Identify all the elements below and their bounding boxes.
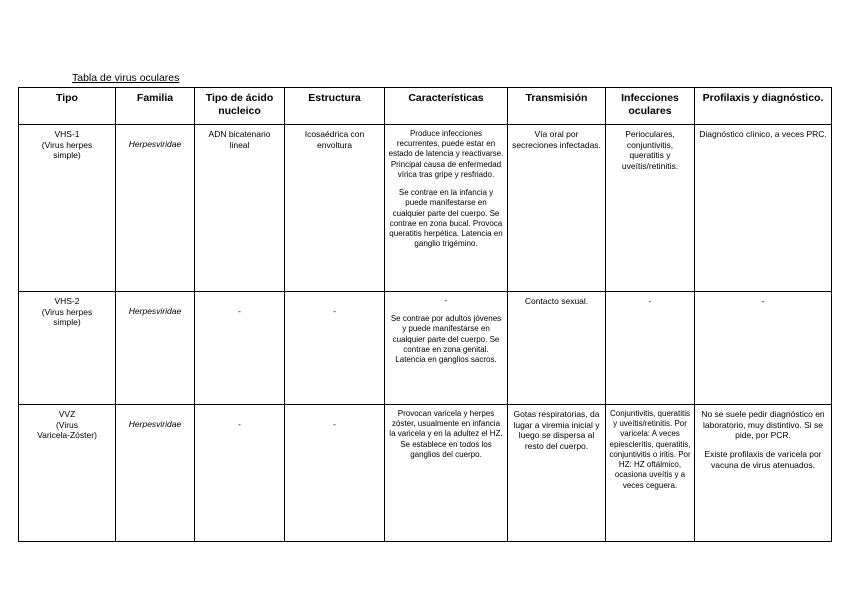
cell-transmision: Gotas respiratorias, da lugar a viremia inicial y luego se dispersa al resto del cuerpo. [508,405,606,542]
cell-tipo: VHS-1 (Virus herpes simple) [19,125,116,292]
caracteristicas-text: Se contrae en la infancia y puede manifestarse en cualquier parte del cuerpo. Se contrae en zona bucal. Provoca queratitis herpética. Latencia en ganglio trigémino. [389,188,503,249]
cell-acido: ADN bicatenario lineal [195,125,285,292]
header-tipo: Tipo [19,88,116,125]
header-caracteristicas: Características [385,88,508,125]
cell-profilaxis [695,292,832,405]
caracteristicas-text: Se contrae por adultos jóvenes y puede manifestarse en cualquier parte del cuerpo. Se contrae en zona genital. Latencia en ganglios sacros. [390,314,502,365]
caracteristicas-text: Produce infecciones recurrentes, puede estar en estado de latencia y reactivarse. Principal causa de enfermedad vírica tras gripe y resfriado. [388,129,504,179]
cell-profilaxis [695,125,832,292]
cell-acido: - [195,405,285,542]
cell-familia: Herpesviridae [116,405,195,542]
cell-infecciones: - [606,292,695,405]
cell-tipo: VHS-2 (Virus herpes simple) [19,292,116,405]
header-infecciones: Infecciones oculares [606,88,695,125]
caracteristicas-text: Provocan varicela y herpes zóster, usualmente en infancia la varicela y en la adultez el HZ. Se establece en todos los ganglios del cuerpo. [389,409,503,459]
header-acido: Tipo de ácido nucleico [195,88,285,125]
header-estructura: Estructura [285,88,385,125]
profilaxis-text: Diagnóstico clínico, a veces PRC. [699,129,827,139]
cell-tipo: VVZ (Virus Varicela-Zóster) [19,405,116,542]
cell-caracteristicas [385,125,508,292]
cell-caracteristicas [385,405,508,542]
cell-infecciones: Perioculares, conjuntivitis, queratitis y uveítis/retinitis. [606,125,695,292]
cell-estructura: - [285,292,385,405]
cell-caracteristicas [385,292,508,405]
cell-infecciones: Conjuntivitis, queratitis y uveítis/retinitis. Por varicela: A veces epiescleritis, queratitis, conjuntivitis o iritis. Por HZ: HZ oftálmico, ocasiona uveítis y a veces ceguera. [606,405,695,542]
caracteristicas-text: - [444,296,448,305]
header-row [19,88,832,125]
table-caption: Tabla de virus oculares [72,72,180,84]
header-profilaxis: Profilaxis y diagnóstico. [695,88,832,125]
profilaxis-text: Existe profilaxis de varicela por vacuna de virus atenuados. [704,448,822,470]
profilaxis-text: - [761,296,765,306]
cell-estructura: - [285,405,385,542]
header-familia: Familia [116,88,195,125]
cell-acido: - [195,292,285,405]
table-row [19,292,832,405]
header-transmision: Transmisión [508,88,606,125]
table-row [19,125,832,292]
cell-transmision: Vía oral por secreciones infectadas. [508,125,606,292]
cell-transmision: Contacto sexual. [508,292,606,405]
profilaxis-text: No se suele pedir diagnóstico en laboratorio, muy distintivo. Si se pide, por PCR. [701,409,825,441]
cell-profilaxis [695,405,832,542]
cell-familia: Herpesviridae [116,125,195,292]
table-row [19,405,832,542]
cell-estructura: Icosaédrica con envoltura [285,125,385,292]
virus-table [18,87,832,542]
cell-familia: Herpesviridae [116,292,195,405]
